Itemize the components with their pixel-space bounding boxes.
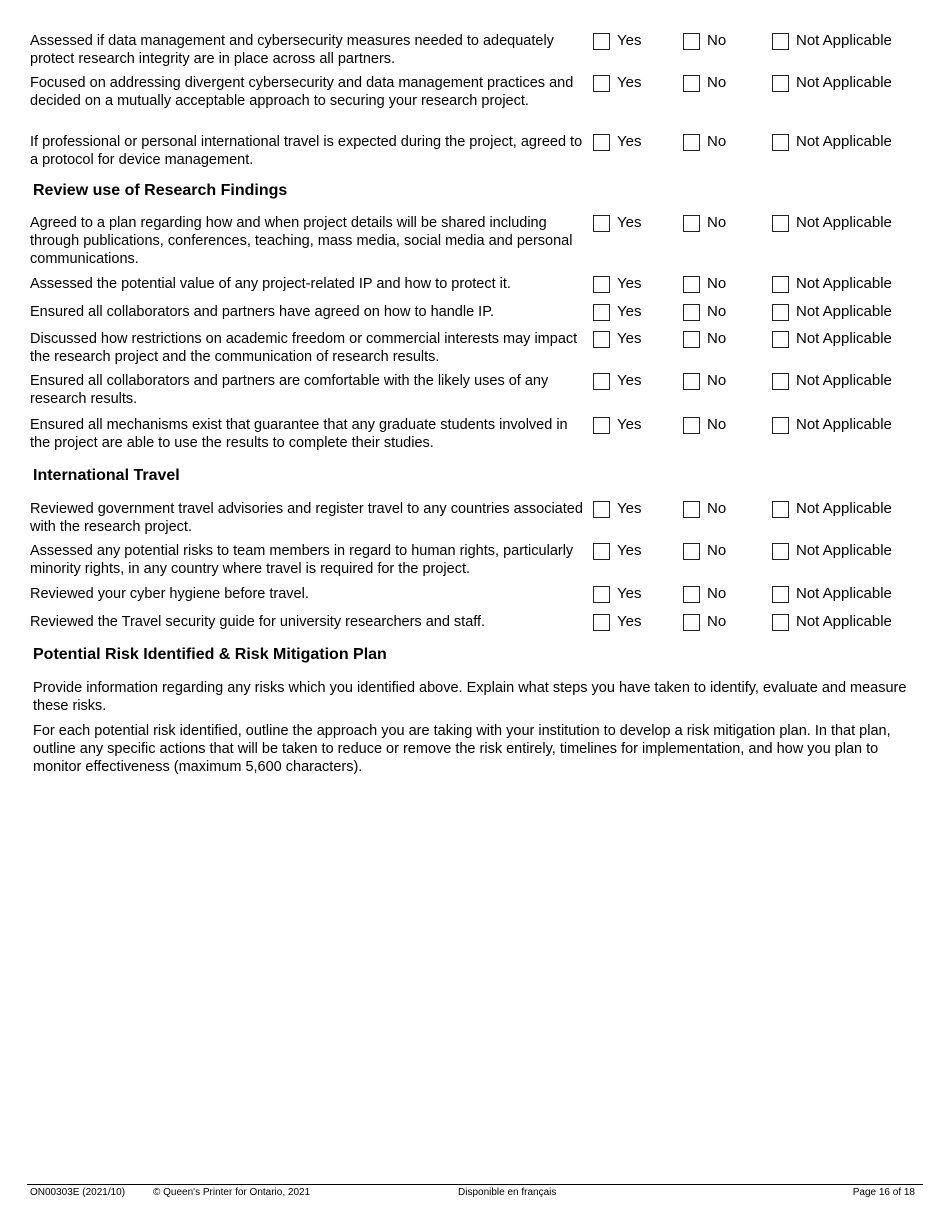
yes-label: Yes [617,303,642,320]
yes-checkbox[interactable] [593,501,610,518]
yes-checkbox[interactable] [593,276,610,293]
no-option[interactable] [683,500,726,520]
yes-option[interactable] [593,372,641,392]
no-label: No [707,613,727,630]
checklist-item [30,500,930,540]
not-applicable-checkbox[interactable] [772,33,789,50]
yes-label: Yes [617,32,642,49]
yes-label: Yes [617,372,642,389]
french-availability: Disponible en français [458,1187,557,1198]
question-text: Ensured all collaborators and partners are comfortable with the likely uses of any research results. [30,373,549,407]
no-label: No [707,330,727,347]
no-option[interactable] [683,542,726,562]
yes-label: Yes [617,74,642,91]
yes-checkbox[interactable] [593,331,610,348]
no-option[interactable] [683,214,726,234]
not-applicable-label: Not Applicable [796,133,892,150]
question-text: Reviewed your cyber hygiene before travel. [30,586,309,602]
yes-option[interactable] [593,500,641,520]
no-option[interactable] [683,585,726,605]
yes-checkbox[interactable] [593,33,610,50]
not-applicable-option[interactable] [772,613,892,633]
no-label: No [707,585,727,602]
no-label: No [707,275,727,292]
footer-divider [27,1184,923,1185]
not-applicable-checkbox[interactable] [772,417,789,434]
no-label: No [707,214,727,231]
yes-option[interactable] [593,214,641,234]
question-text: Ensured all mechanisms exist that guarantee that any graduate students involved in the project are able to use the results to complete their studies. [30,417,568,451]
question-text: Discussed how restrictions on academic freedom or commercial interests may impact the research project and the communication of research results. [30,331,578,365]
not-applicable-checkbox[interactable] [772,134,789,151]
not-applicable-checkbox[interactable] [772,215,789,232]
not-applicable-option[interactable] [772,372,892,392]
yes-label: Yes [617,613,642,630]
no-option[interactable] [683,416,726,436]
copyright: © Queen's Printer for Ontario, 2021 [153,1187,311,1198]
yes-checkbox[interactable] [593,134,610,151]
not-applicable-checkbox[interactable] [772,586,789,603]
not-applicable-checkbox[interactable] [772,543,789,560]
question-text: If professional or personal international travel is expected during the project, agreed to a protocol for device management. [30,134,583,168]
yes-label: Yes [617,542,642,559]
not-applicable-option[interactable] [772,585,892,605]
no-option[interactable] [683,330,726,350]
not-applicable-checkbox[interactable] [772,501,789,518]
no-label: No [707,303,727,320]
risk-instructions: Provide information regarding any risks which you identified above. Explain what steps you have taken to identify, evaluate and measure these risks. [33,680,907,714]
yes-option[interactable] [593,133,641,153]
yes-checkbox[interactable] [593,417,610,434]
not-applicable-label: Not Applicable [796,585,892,602]
yes-label: Yes [617,416,642,433]
risk-mitigation-instructions: For each potential risk identified, outline the approach you are taking with your institution to develop a risk mitigation plan. In that plan, outline any specific actions that will be taken to reduce or remove the risk entirely, timelines for implementation, and how you plan to monitor effectiveness (maximum 5,600 characters). [33,723,891,775]
yes-option[interactable] [593,613,641,633]
no-option[interactable] [683,133,726,153]
checklist-item [30,372,930,412]
not-applicable-label: Not Applicable [796,542,892,559]
no-checkbox[interactable] [683,586,700,603]
yes-checkbox[interactable] [593,75,610,92]
not-applicable-option[interactable] [772,74,892,94]
not-applicable-label: Not Applicable [796,500,892,517]
not-applicable-label: Not Applicable [796,32,892,49]
no-option[interactable] [683,74,726,94]
no-option[interactable] [683,32,726,52]
no-option[interactable] [683,303,726,323]
no-checkbox[interactable] [683,75,700,92]
no-label: No [707,74,727,91]
yes-option[interactable] [593,74,641,94]
yes-option[interactable] [593,303,641,323]
no-label: No [707,372,727,389]
checklist-item [30,74,930,114]
question-text: Focused on addressing divergent cybersecurity and data management practices and decided on a mutually acceptable approach to securing your research project. [30,75,574,109]
not-applicable-label: Not Applicable [796,372,892,389]
yes-checkbox[interactable] [593,304,610,321]
no-checkbox[interactable] [683,276,700,293]
no-label: No [707,416,727,433]
no-checkbox[interactable] [683,373,700,390]
section-heading-review: Review use of Research Findings [33,182,288,199]
no-checkbox[interactable] [683,331,700,348]
not-applicable-label: Not Applicable [796,214,892,231]
not-applicable-option[interactable] [772,542,892,562]
no-checkbox[interactable] [683,501,700,518]
section-heading-travel: International Travel [33,467,180,484]
not-applicable-checkbox[interactable] [772,614,789,631]
no-label: No [707,32,727,49]
not-applicable-label: Not Applicable [796,303,892,320]
not-applicable-option[interactable] [772,32,892,52]
not-applicable-option[interactable] [772,303,892,323]
checklist-item [30,542,930,582]
checklist-item [30,416,930,456]
not-applicable-checkbox[interactable] [772,373,789,390]
yes-label: Yes [617,133,642,150]
no-checkbox[interactable] [683,543,700,560]
not-applicable-option[interactable] [772,214,892,234]
question-text: Assessed the potential value of any project-related IP and how to protect it. [30,276,511,292]
not-applicable-checkbox[interactable] [772,75,789,92]
question-text: Assessed any potential risks to team members in regard to human rights, particularly minority rights, in any country where travel is required for the project. [30,543,574,577]
question-text: Ensured all collaborators and partners have agreed on how to handle IP. [30,304,495,320]
yes-checkbox[interactable] [593,215,610,232]
yes-checkbox[interactable] [593,543,610,560]
yes-option[interactable] [593,32,641,52]
not-applicable-option[interactable] [772,330,892,350]
form-id: ON00303E (2021/10) [30,1187,126,1198]
checklist-item [30,133,930,173]
not-applicable-checkbox[interactable] [772,331,789,348]
section-heading-risk: Potential Risk Identified & Risk Mitigation Plan [33,646,387,663]
no-label: No [707,133,727,150]
no-option[interactable] [683,372,726,392]
no-checkbox[interactable] [683,134,700,151]
question-text: Reviewed government travel advisories and register travel to any countries associated with the research project. [30,501,583,535]
no-checkbox[interactable] [683,417,700,434]
question-text: Agreed to a plan regarding how and when project details will be shared including through publications, conferences, teaching, mass media, social media and personal communications. [30,215,573,267]
yes-option[interactable] [593,542,641,562]
not-applicable-label: Not Applicable [796,330,892,347]
yes-checkbox[interactable] [593,373,610,390]
yes-option[interactable] [593,330,641,350]
not-applicable-label: Not Applicable [796,416,892,433]
not-applicable-label: Not Applicable [796,275,892,292]
question-text: Reviewed the Travel security guide for university researchers and staff. [30,614,486,630]
no-checkbox[interactable] [683,304,700,321]
no-label: No [707,500,727,517]
yes-option[interactable] [593,275,641,295]
not-applicable-checkbox[interactable] [772,304,789,321]
no-option[interactable] [683,275,726,295]
yes-checkbox[interactable] [593,614,610,631]
not-applicable-option[interactable] [772,275,892,295]
yes-label: Yes [617,214,642,231]
yes-option[interactable] [593,585,641,605]
no-checkbox[interactable] [683,215,700,232]
yes-option[interactable] [593,416,641,436]
question-text: Assessed if data management and cybersecurity measures needed to adequately protect research integrity are in place across all partners. [30,33,554,67]
not-applicable-option[interactable] [772,416,892,436]
page-number: Page 16 of 18 [852,1187,915,1198]
yes-label: Yes [617,500,642,517]
checklist-item [30,214,930,267]
checklist-item [30,330,930,370]
not-applicable-label: Not Applicable [796,613,892,630]
yes-label: Yes [617,275,642,292]
not-applicable-option[interactable] [772,133,892,153]
not-applicable-label: Not Applicable [796,74,892,91]
no-label: No [707,542,727,559]
yes-checkbox[interactable] [593,586,610,603]
yes-label: Yes [617,330,642,347]
no-checkbox[interactable] [683,614,700,631]
no-option[interactable] [683,613,726,633]
not-applicable-checkbox[interactable] [772,276,789,293]
yes-label: Yes [617,585,642,602]
no-checkbox[interactable] [683,33,700,50]
not-applicable-option[interactable] [772,500,892,520]
checklist-item [30,32,930,72]
